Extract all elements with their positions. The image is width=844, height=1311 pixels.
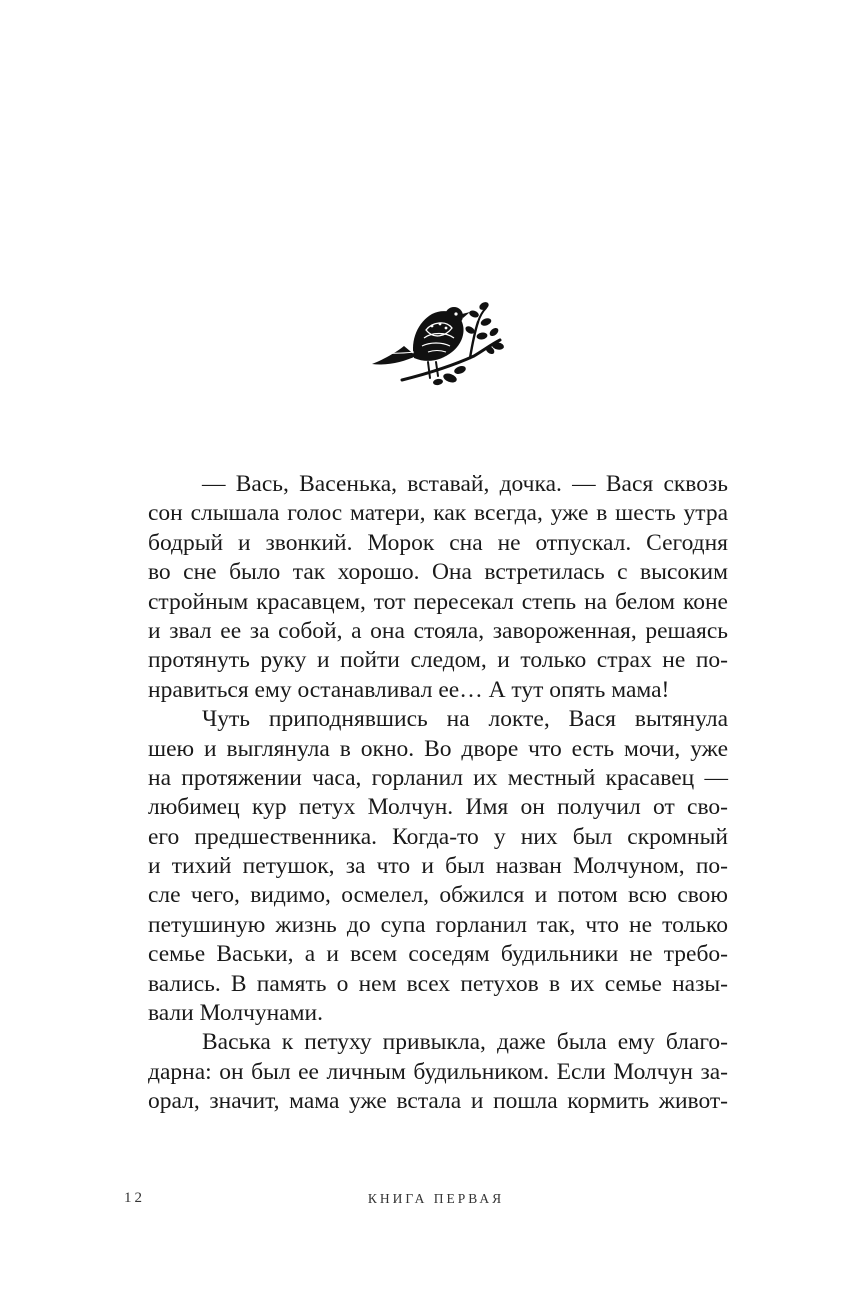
running-title: КНИГА ПЕРВАЯ <box>367 1191 505 1206</box>
paragraph-2 <box>148 705 728 1028</box>
text-line: — Вась, Васенька, вставай, дочка. — Вася сквозь <box>202 471 728 497</box>
text-line: во сне было так хорошо. Она встретилась с высоким <box>148 559 728 586</box>
page-number: 12 <box>124 1190 145 1206</box>
text-line: протянуть руку и пойти следом, и только страх не по- <box>148 647 728 674</box>
text-line: дарна: он был ее личным будильником. Если Молчун за- <box>148 1058 728 1085</box>
text-line: петушиную жизнь до супа горланил так, что не только <box>148 911 728 938</box>
bird-on-branch-icon <box>366 300 506 392</box>
text-line: на протяжении часа, горланил их местный красавец — <box>148 764 728 791</box>
text-line: Чуть приподнявшись на локте, Вася вытянула <box>202 706 728 733</box>
text-line: орал, значит, мама уже встала и пошла кормить живот- <box>148 1088 728 1115</box>
text-line: любимец кур петух Молчун. Имя он получил от сво- <box>148 794 728 821</box>
text-line: шею и выглянула в окно. Во дворе что есть мочи, уже <box>148 735 728 762</box>
text-line: Васька к петуху привыкла, даже была ему благо- <box>202 1029 728 1056</box>
text-line: нравиться ему останавливал ее… А тут опять мама! <box>148 676 670 703</box>
text-line: и звал ее за собой, а она стояла, завороженная, решаясь <box>148 617 728 644</box>
text-line: сон слышала голос матери, как всегда, уже в шесть утра <box>148 500 728 527</box>
paragraph-1 <box>148 470 728 705</box>
text-line: его предшественника. Когда-то у них был скромный <box>148 823 728 850</box>
text-line: и тихий петушок, за что и был назван Молчуном, по- <box>148 853 728 880</box>
paragraph-3 <box>148 1028 728 1116</box>
text-line: вались. В память о нем всех петухов в их семье назы- <box>148 970 728 997</box>
text-line: семье Васьки, а и всем соседям будильники не требо- <box>148 941 728 968</box>
body-text <box>148 470 728 1117</box>
text-line: сле чего, видимо, осмелел, обжился и потом всю свою <box>148 882 728 909</box>
text-line: стройным красавцем, тот пересекал степь на белом коне <box>148 588 728 615</box>
text-line: вали Молчунами. <box>148 1000 323 1027</box>
text-line: бодрый и звонкий. Морок сна не отпускал. Сегодня <box>148 529 728 556</box>
